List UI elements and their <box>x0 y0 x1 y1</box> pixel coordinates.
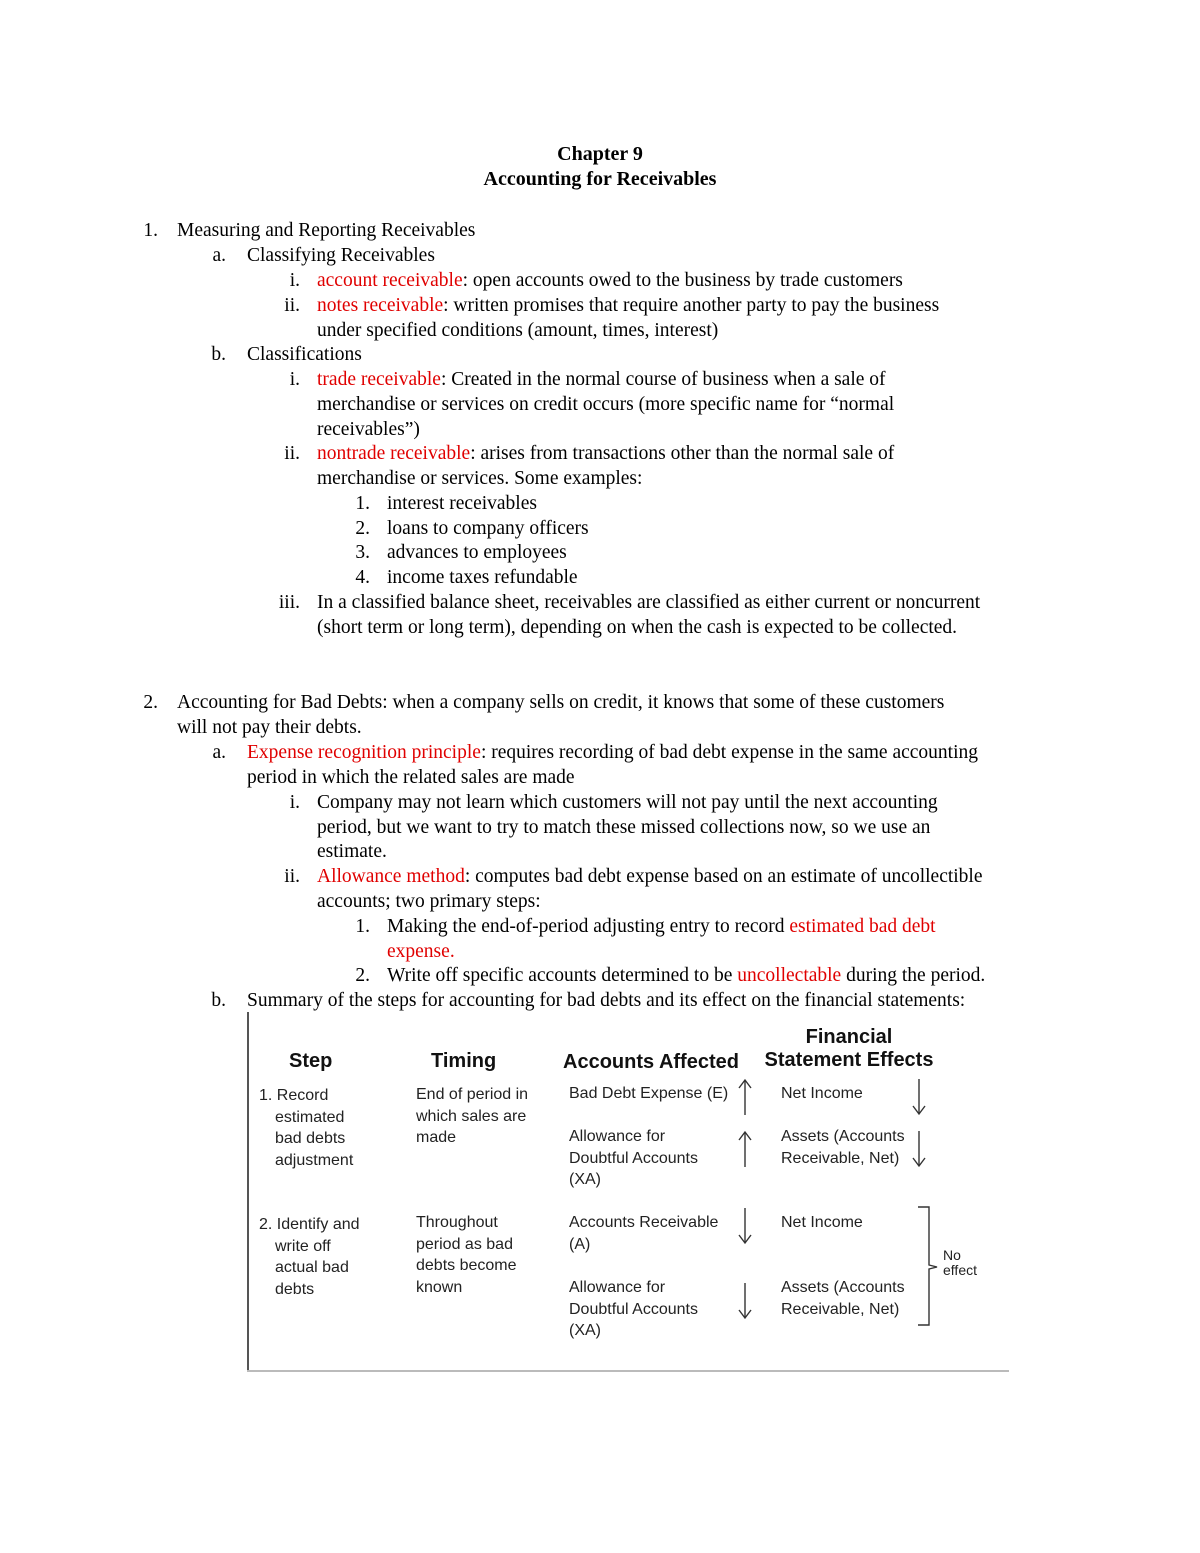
item-1a-ii <box>317 293 939 318</box>
item-2b: Summary of the steps for accounting for bad debts and its effect on the financial statements: <box>247 990 966 1011</box>
step-2-tail: during the period. <box>841 965 986 986</box>
section-2-title: Accounting for Bad Debts: when a company sells on credit, it knows that some of these customers <box>177 692 945 713</box>
example-2-marker: 2. <box>355 518 370 539</box>
item-2a-text: : requires recording of bad debt expense in the same accounting <box>480 742 979 763</box>
row2-step-l4: debts <box>275 1280 315 1298</box>
item-1a-i <box>317 268 903 293</box>
header-effects-line2: Statement Effects <box>764 1049 934 1071</box>
example-4: income taxes refundable <box>387 567 578 588</box>
row1-account-1 <box>569 1083 728 1105</box>
down-arrow-icon <box>735 1207 755 1245</box>
row1-effect-2 <box>781 1126 905 1169</box>
item-1a-ii-marker: ii. <box>284 295 300 316</box>
term-estimated-bad-debt: estimated bad debt <box>789 916 936 937</box>
row2-step-l2: write off <box>275 1237 331 1255</box>
section-1-number: 1. <box>143 220 158 241</box>
item-2a-ii-marker: ii. <box>284 866 300 887</box>
row2-step-l1: 2. Identify and <box>259 1216 360 1233</box>
step-2-marker: 2. <box>355 965 370 986</box>
example-2: loans to company officers <box>387 518 589 539</box>
row2-effect-1-l1: Net Income <box>781 1214 863 1231</box>
item-2a <box>247 740 978 765</box>
item-1a-marker: a. <box>212 245 226 266</box>
row2-account-2 <box>569 1277 698 1342</box>
item-2b-marker: b. <box>211 990 226 1011</box>
row1-account-2 <box>569 1126 698 1191</box>
row2-account-1 <box>569 1212 718 1255</box>
row1-account-1-l1: Bad Debt Expense (E) <box>569 1085 729 1102</box>
term-notes-receivable: notes receivable <box>317 295 444 316</box>
item-1b-ii-text: : arises from transactions other than the normal sale of <box>470 443 895 464</box>
row1-timing-l3: made <box>416 1129 457 1146</box>
item-1b-marker: b. <box>211 344 226 365</box>
example-1-marker: 1. <box>355 493 370 514</box>
item-1a-i-marker: i. <box>289 270 300 291</box>
row1-effect-1-l1: Net Income <box>781 1085 863 1102</box>
step-1-text: Making the end-of-period adjusting entry to record <box>387 916 790 937</box>
term-expense: expense <box>387 941 450 962</box>
item-1a-i-text: : open accounts owed to the business by trade customers <box>462 270 903 291</box>
item-1b-iii-marker: iii. <box>278 592 300 613</box>
term-uncollectable: uncollectable <box>737 965 842 986</box>
row1-effect-2-l2: Receivable, Net) <box>781 1149 900 1167</box>
figure-bottom-border <box>247 1370 1009 1372</box>
section-2-title-cont: will not pay their debts. <box>177 717 362 738</box>
item-1b-i-marker: i. <box>289 369 300 390</box>
term-nontrade-receivable: nontrade receivable <box>317 443 471 464</box>
row1-step-l1: 1. Record <box>259 1087 329 1104</box>
item-1b-ii-marker: ii. <box>284 443 300 464</box>
header-effects-line1: Financial <box>805 1026 893 1048</box>
example-1: interest receivables <box>387 493 537 514</box>
row1-account-2-l3: (XA) <box>569 1171 601 1188</box>
step-1-period: . <box>449 941 455 962</box>
row1-timing <box>416 1084 528 1149</box>
row1-step-l2: estimated <box>275 1108 345 1126</box>
row1-account-2-l2: Doubtful Accounts <box>569 1149 698 1167</box>
row2-account-2-l1: Allowance for <box>569 1279 666 1296</box>
item-2a-cont: period in which the related sales are made <box>247 767 575 788</box>
term-allowance-method: Allowance method <box>317 866 465 887</box>
item-1b-i-cont2: receivables”) <box>317 419 420 440</box>
row2-account-1-l2: (A) <box>569 1235 591 1253</box>
right-brace-icon <box>915 1205 939 1329</box>
page-title: Accounting for Receivables <box>483 168 717 190</box>
item-2a-i-cont2: estimate. <box>317 841 387 862</box>
row2-effect-1 <box>781 1212 863 1234</box>
header-accounts-affected: Accounts Affected <box>563 1051 739 1073</box>
item-2a-ii-cont: accounts; two primary steps: <box>317 891 541 912</box>
item-1b-iii: In a classified balance sheet, receivables are classified as either current or noncurrent <box>317 592 981 613</box>
item-1b-ii-cont: merchandise or services. Some examples: <box>317 468 643 489</box>
item-1b-ii <box>317 441 894 466</box>
row2-step-l3: actual bad <box>275 1259 349 1276</box>
step-2-text: Write off specific accounts determined to be <box>387 965 738 986</box>
header-timing: Timing <box>431 1050 497 1072</box>
row1-step-l4: adjustment <box>275 1151 354 1169</box>
term-account-receivable: account receivable <box>317 270 463 291</box>
up-arrow-icon <box>735 1078 755 1116</box>
row2-timing-l1: Throughout <box>416 1214 498 1231</box>
step-1-marker: 1. <box>355 916 370 937</box>
item-1a-ii-text: : written promises that require another party to pay the business <box>443 295 940 316</box>
row2-step <box>259 1214 360 1300</box>
row2-effect-2 <box>781 1277 905 1320</box>
row2-timing-l2: period as bad <box>416 1235 513 1253</box>
row2-timing <box>416 1212 517 1298</box>
example-3: advances to employees <box>387 542 567 563</box>
header-step: Step <box>289 1050 333 1072</box>
step-1 <box>387 914 936 939</box>
row2-account-1-l1: Accounts Receivable <box>569 1214 719 1231</box>
row1-effect-2-l1: Assets (Accounts <box>781 1128 905 1145</box>
term-trade-receivable: trade receivable <box>317 369 441 390</box>
item-1b-i <box>317 367 886 392</box>
row2-effect-2-l2: Receivable, Net) <box>781 1300 900 1318</box>
down-arrow-icon <box>735 1282 755 1320</box>
row1-effect-1 <box>781 1083 863 1105</box>
chapter-heading: Chapter 9 <box>557 143 643 165</box>
figure-left-border <box>247 1012 249 1372</box>
item-2a-ii <box>317 864 983 889</box>
row2-timing-l4: known <box>416 1278 463 1296</box>
bad-debts-summary-figure <box>247 1012 1009 1372</box>
item-1b-title: Classifications <box>247 344 362 365</box>
section-1-title: Measuring and Reporting Receivables <box>177 220 476 241</box>
item-2a-i: Company may not learn which customers will not pay until the next accounting <box>317 792 938 813</box>
item-1b-i-cont1: merchandise or services on credit occurs (more specific name for “normal <box>317 394 895 415</box>
row2-account-2-l2: Doubtful Accounts <box>569 1300 698 1318</box>
item-1b-iii-cont: (short term or long term), depending on when the cash is expected to be collected. <box>317 617 958 638</box>
no-effect-label <box>943 1248 977 1278</box>
item-1b-i-text: : Created in the normal course of business when a sale of <box>440 369 886 390</box>
item-2a-i-marker: i. <box>289 792 300 813</box>
row2-timing-l3: debts become <box>416 1257 517 1274</box>
item-2a-i-cont1: period, but we want to try to match these missed collections now, so we use an <box>317 817 931 838</box>
section-2-number: 2. <box>143 692 158 713</box>
item-1a-title: Classifying Receivables <box>247 245 435 266</box>
row1-timing-l2: which sales are <box>416 1107 527 1125</box>
no-effect-line1: No <box>943 1247 961 1263</box>
example-4-marker: 4. <box>355 567 370 588</box>
term-expense-recognition: Expense recognition principle <box>247 742 481 763</box>
row1-account-2-l1: Allowance for <box>569 1128 666 1145</box>
example-3-marker: 3. <box>355 542 370 563</box>
row2-account-2-l3: (XA) <box>569 1322 601 1339</box>
row1-timing-l1: End of period in <box>416 1086 529 1103</box>
down-arrow-icon <box>909 1078 929 1116</box>
up-arrow-icon <box>735 1130 755 1168</box>
no-effect-line2: effect <box>943 1262 977 1278</box>
row2-effect-2-l1: Assets (Accounts <box>781 1279 905 1296</box>
row1-step-l3: bad debts <box>275 1130 346 1147</box>
row1-step <box>259 1085 353 1171</box>
item-2a-marker: a. <box>212 742 226 763</box>
step-1-cont <box>387 939 455 964</box>
item-2a-ii-text: : computes bad debt expense based on an estimate of uncollectible <box>464 866 983 887</box>
item-1a-ii-cont: under specified conditions (amount, times, interest) <box>317 320 719 341</box>
down-arrow-icon <box>909 1130 929 1168</box>
step-2 <box>387 963 985 988</box>
